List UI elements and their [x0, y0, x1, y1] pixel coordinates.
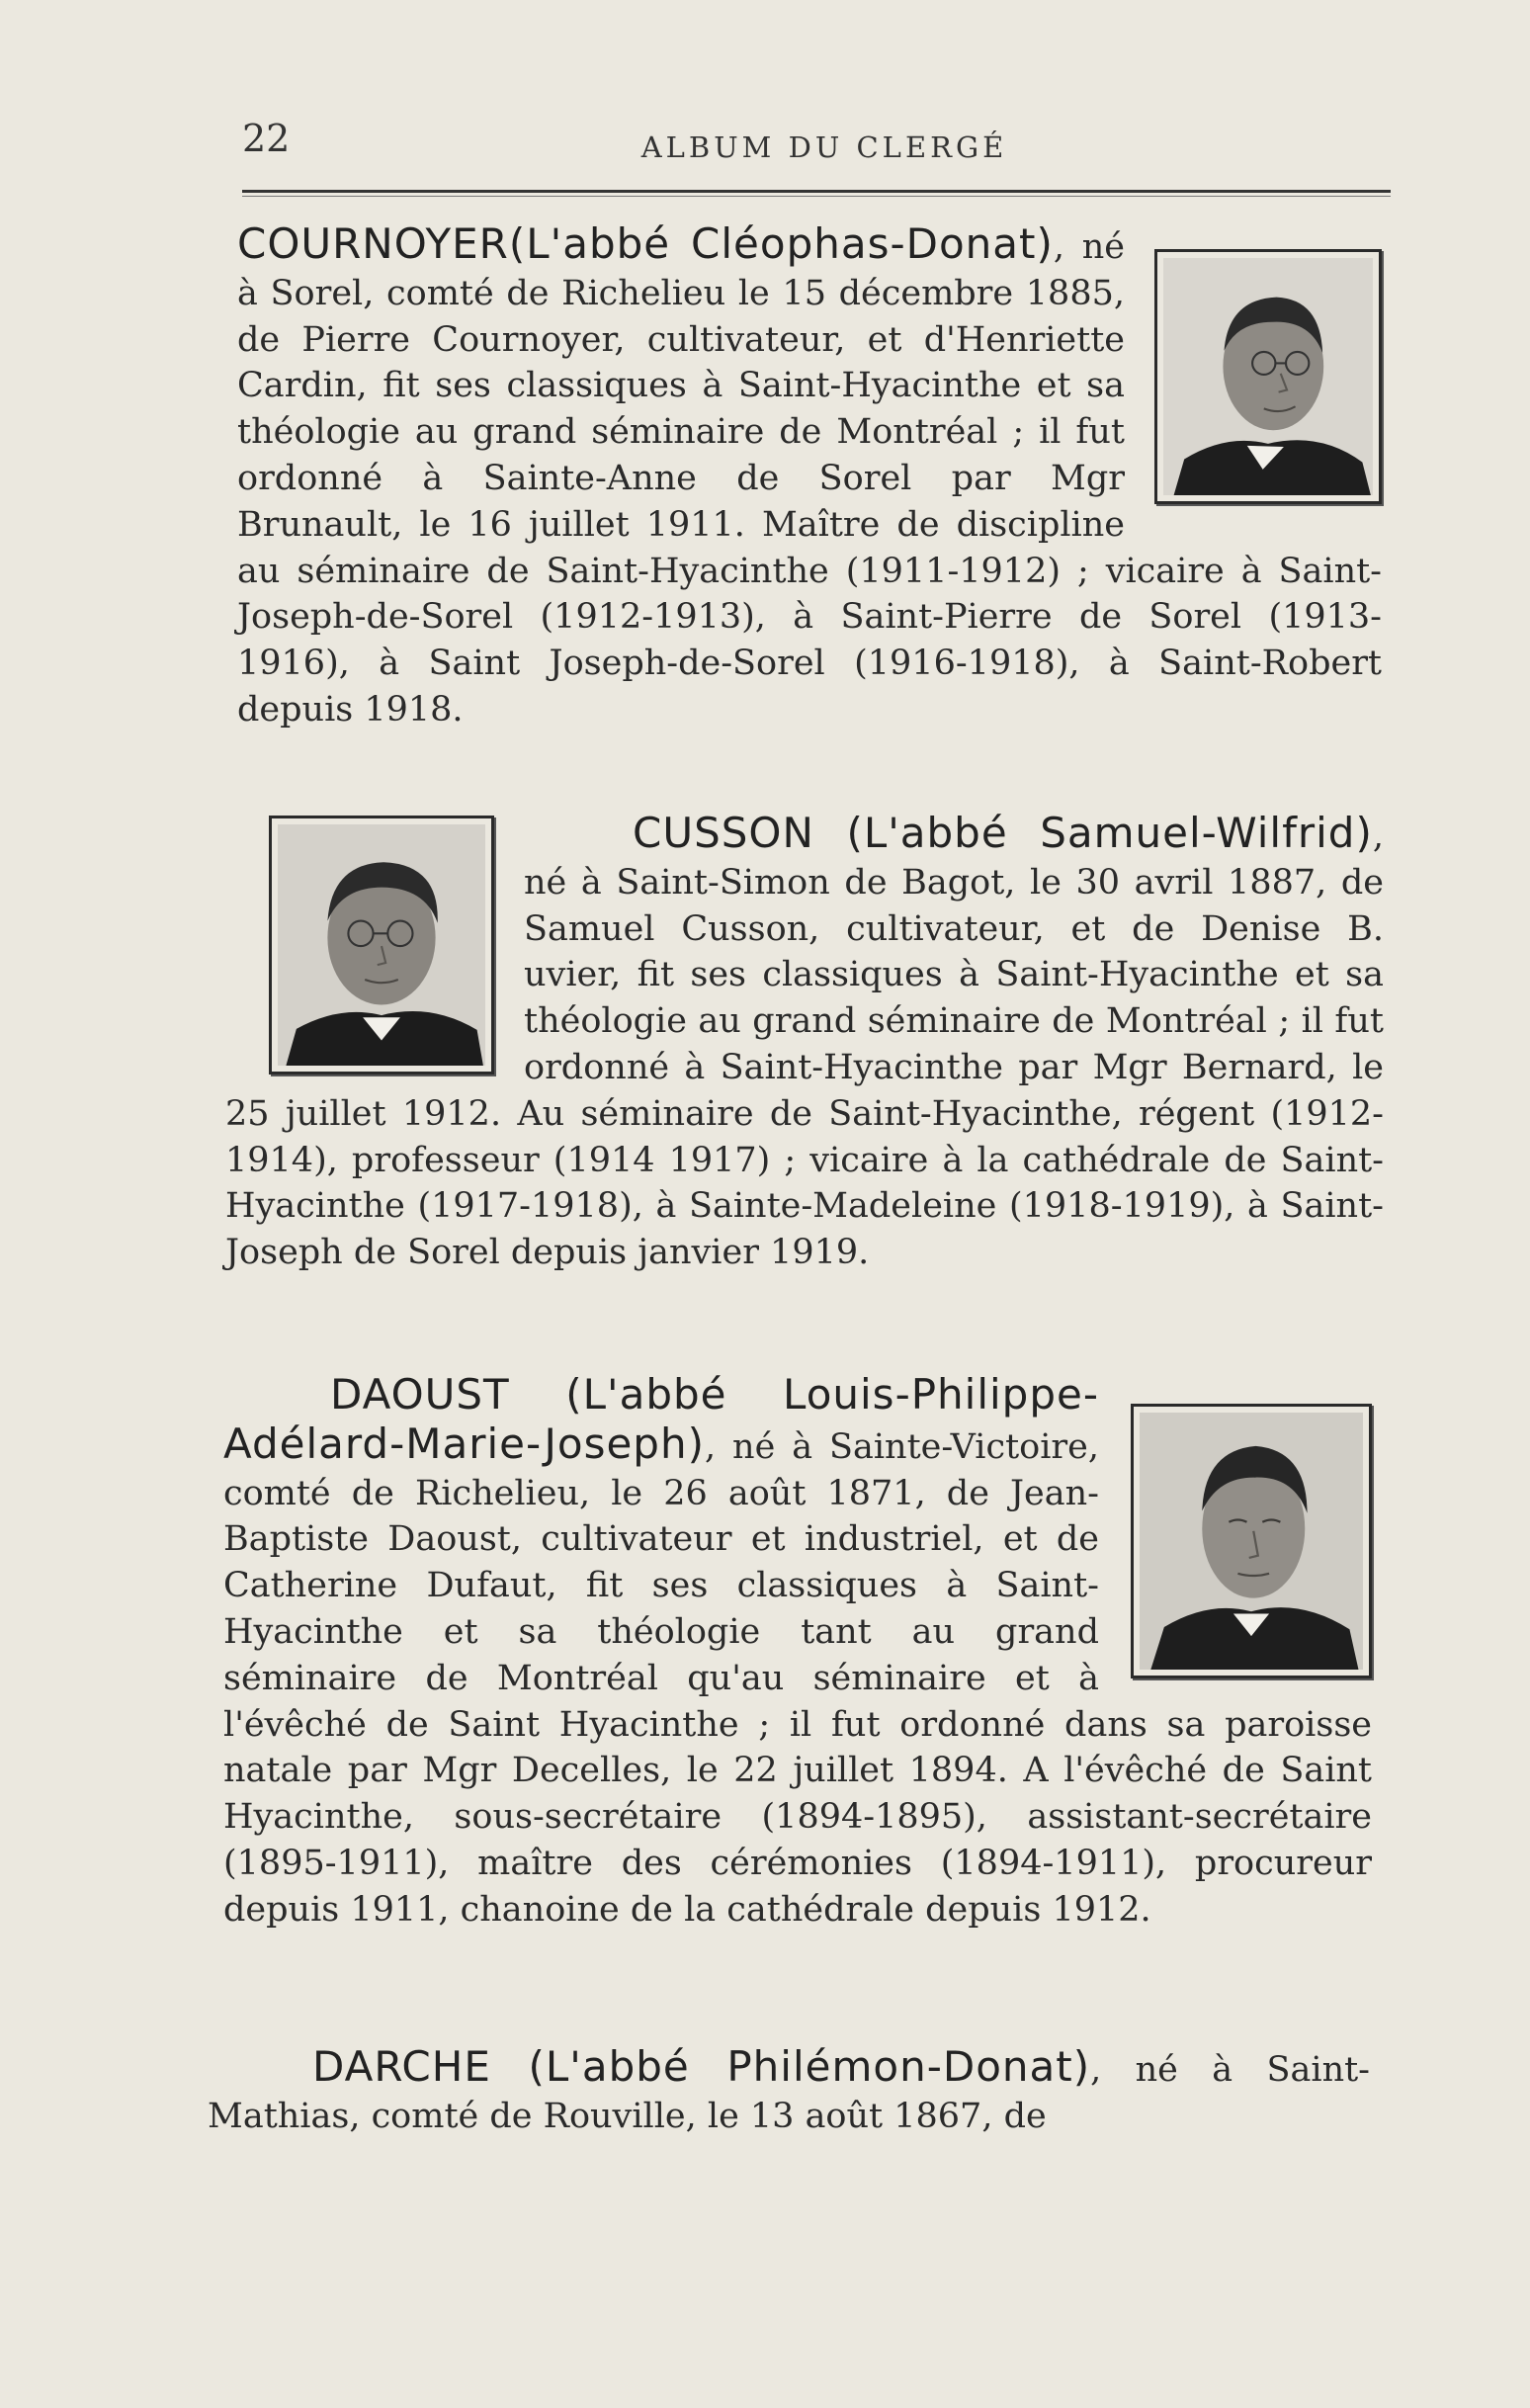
portrait-cusson-image	[278, 824, 485, 1066]
portrait-cusson	[269, 816, 494, 1075]
cournoyer-surname: COURNOYER	[237, 219, 509, 268]
portrait-daoust	[1131, 1404, 1372, 1678]
cournoyer-bio: , né à Sorel, comté de Richelieu le 15 décembre 1885, de Pierre Cournoyer, cultivateur, et d'Henriette Cardin, fit ses classiques à Saint-Hyacinthe et sa théologie au grand séminaire de Montréal ; il fut ordonné à Sainte-Anne de Sorel par Mgr Brunault, le 16 juillet 1911. Maître de discipline au séminaire de Saint-Hyacinthe (1911-1912) ; vicaire à Saint-Joseph-de-Sorel (1912-1913), à Saint-Pierre de Sorel (1913-1916), à Saint Joseph-de-Sorel (1916-1918), à Saint-Robert depuis 1918.	[237, 227, 1382, 730]
cournoyer-name-detail: (L'abbé Cléophas-Donat)	[508, 219, 1054, 268]
cusson-bio: , né à Saint-Simon de Bagot, le 30 avril 1887, de Samuel Cusson, cultivateur, et de Denise B. uvier, fit ses classiques à Saint-Hyacinthe et sa théologie au grand séminaire de Montréal ; il fut ordonné à Saint-Hyacinthe par Mgr Bernard, le 25 juillet 1912. Au séminaire de Saint-Hyacinthe, régent (1912-1914), professeur (1914 1917) ; vicaire à la cathédrale de Saint-Hyacinthe (1917-1918), à Sainte-Madeleine (1918-1919), à Saint-Joseph de Sorel depuis janvier 1919.	[225, 817, 1384, 1273]
entry-cournoyer	[0, 221, 1530, 733]
portrait-daoust-image	[1140, 1413, 1363, 1670]
cusson-name-detail: (L'abbé Samuel-Wilfrid)	[813, 809, 1373, 857]
darche-name-detail: (L'abbé Philémon-Donat)	[490, 2042, 1091, 2091]
portrait-cournoyer	[1154, 249, 1382, 504]
daoust-bio: , né à Sainte-Victoire, comté de Richelieu, le 26 août 1871, de Jean-Baptiste Daoust, cultivateur et industriel, et de Catherine Dufaut, fit ses classiques à Saint-Hyacinthe et sa théologie tant au grand séminaire de Montréal qu'au séminaire et à l'évêché de Saint Hyacinthe ; il fut ordonné dans sa paroisse natale par Mgr Decelles, le 22 juillet 1894. A l'évêché de Saint Hyacinthe, sous-secrétaire (1894-1895), assistant-secrétaire (1895-1911), maître des cérémonies (1894-1911), procureur depuis 1911, chanoine de la cathédrale depuis 1912.	[223, 1426, 1372, 1930]
cusson-surname: CUSSON	[633, 809, 814, 857]
daoust-name-detail: (L'abbé Louis-Philippe-Adélard-Marie-Joseph)	[223, 1370, 1099, 1468]
entry-daoust	[0, 1372, 1530, 1934]
page-number: 22	[242, 117, 291, 160]
header-rule	[242, 190, 1391, 193]
daoust-surname: DAOUST	[330, 1370, 510, 1419]
portrait-cournoyer-image	[1163, 258, 1373, 495]
running-title: ALBUM DU CLERGÉ	[640, 130, 1008, 164]
darche-surname: DARCHE	[312, 2042, 491, 2091]
entry-cusson	[0, 811, 1530, 1276]
darche-bio: , né à Saint-Mathias, comté de Rouville, le 13 août 1867, de	[208, 2050, 1371, 2136]
entry-darche	[0, 2044, 1530, 2140]
